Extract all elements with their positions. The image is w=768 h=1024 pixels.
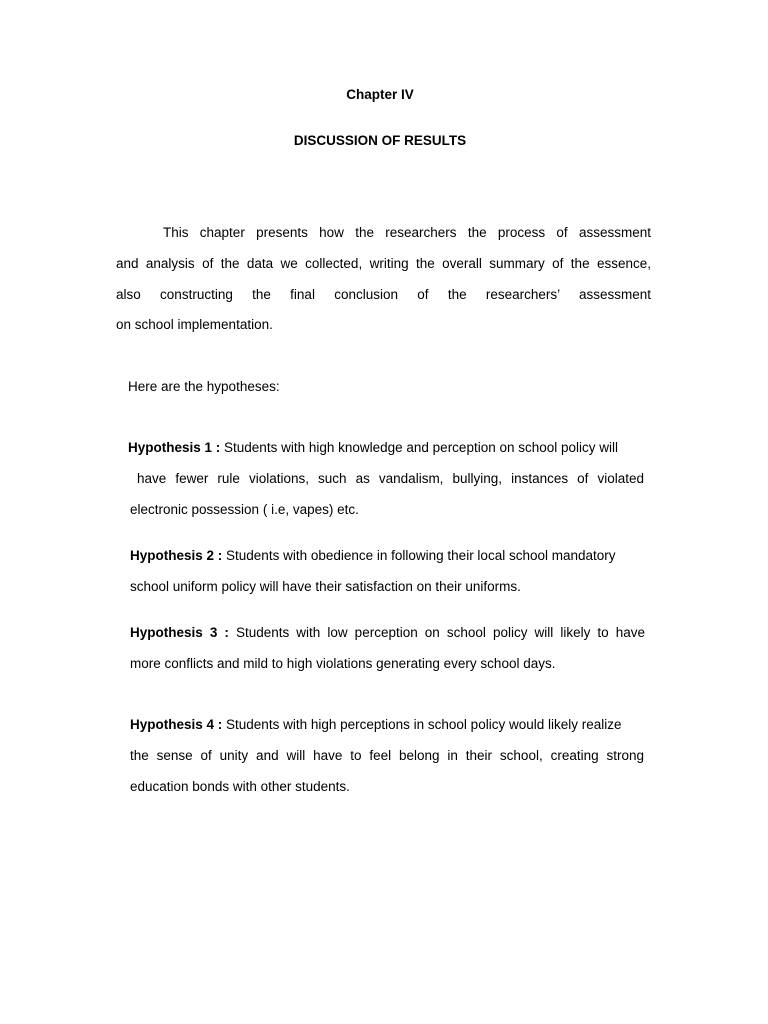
chapter-title: DISCUSSION OF RESULTS [293,133,467,148]
hypothesis-label: Hypothesis 3 : [130,625,229,640]
hypothesis-text: Students with high perceptions in school policy would likely realize [222,717,622,732]
hypothesis-line: education bonds with other students. [130,779,350,794]
intro-line: This chapter presents how the researchers the process of assessment [163,225,651,240]
hypotheses-intro: Here are the hypotheses: [128,379,280,394]
hypothesis-first-line [128,438,618,458]
hypothesis-text: Students with obedience in following their local school mandatory [222,548,616,563]
hypothesis-line: have fewer rule violations, such as vandalism, bullying, instances of violated [137,471,644,486]
hypothesis-first-line [130,546,616,566]
hypothesis-line: school uniform policy will have their satisfaction on their uniforms. [130,579,521,594]
hypothesis-first-line [130,623,645,643]
hypothesis-label: Hypothesis 1 : [128,440,221,455]
hypothesis-line: the sense of unity and will have to feel belong in their school, creating strong [130,748,644,763]
hypothesis-line: electronic possession ( i.e, vapes) etc. [130,502,359,517]
intro-line: and analysis of the data we collected, writing the overall summary of the essence, [116,256,651,271]
hypothesis-text: Students with low perception on school policy will likely to have [228,625,645,640]
intro-line: on school implementation. [116,317,273,332]
hypothesis-label: Hypothesis 2 : [130,548,223,563]
hypothesis-text: Students with high knowledge and perception on school policy will [220,440,619,455]
chapter-heading: Chapter IV [346,87,414,102]
hypothesis-label: Hypothesis 4 : [130,717,223,732]
intro-line: also constructing the final conclusion of the researchers’ assessment [116,287,651,302]
hypothesis-first-line [130,715,622,735]
hypothesis-line: more conflicts and mild to high violations generating every school days. [130,656,556,671]
